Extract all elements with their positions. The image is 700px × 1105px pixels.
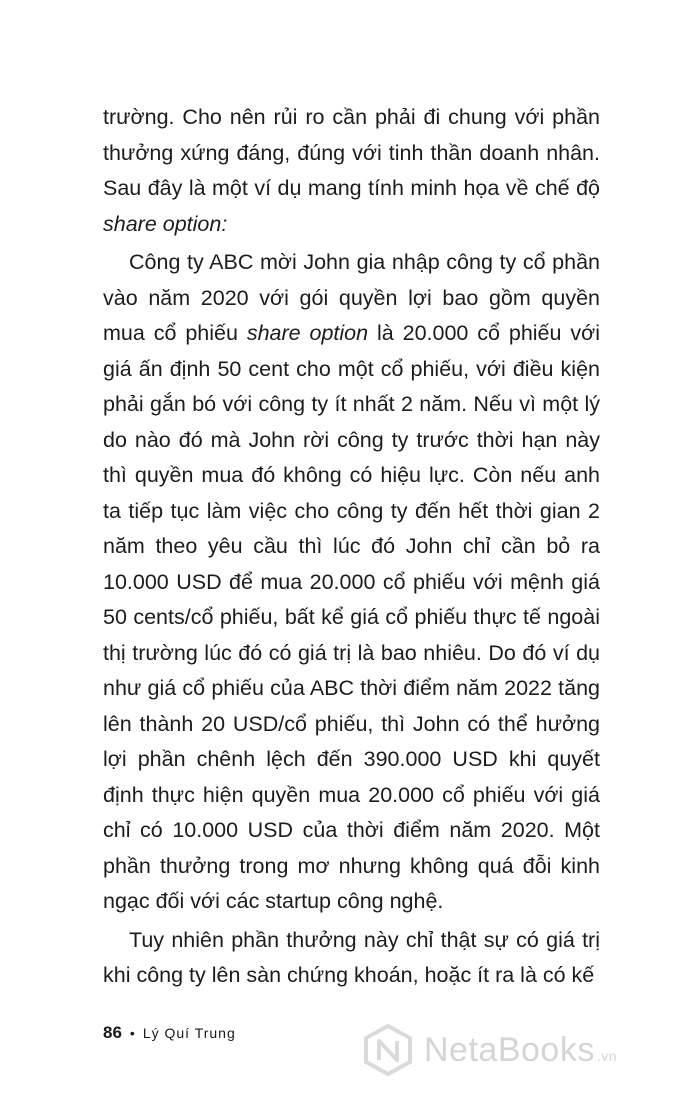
author-name: Lý Quí Trung [142, 1025, 236, 1041]
paragraph-2-emphasis: share option [246, 321, 369, 345]
paragraph-3-text: Tuy nhiên phần thưởng này chỉ thật sự có giá trị khi công ty lên sàn chứng khoán, hoặc ít ra là có kế [103, 927, 600, 987]
paragraph-2-text-a: Công ty ABC mời John gia nhập công ty cổ phần vào năm 2020 với gói quyền lợi bao gồm quyền mua cổ phiếu [103, 250, 600, 345]
paragraph-2-text-b: là 20.000 cổ phiếu với giá ấn định 50 cent cho một cổ phiếu, với điều kiện phải gắn bó với công ty ít nhất 2 năm. Nếu vì một lý do nào đó mà John rời công ty trước thời hạn này thì quyền mua đó không có hiệu lực. Còn nếu anh ta tiếp tục làm việc cho công ty đến hết thời gian 2 năm theo yêu cầu thì lúc đó John chỉ cần bỏ ra 10.000 USD để mua 20.000 cổ phiếu với mệnh giá 50 cents/cổ phiếu, bất kể giá cổ phiếu thực tế ngoài thị trường lúc đó có giá trị là bao nhiêu. Do đó ví dụ như giá cổ phiếu của ABC thời điểm năm 2022 tăng lên thành 20 USD/cổ phiếu, thì John có thể hưởng lợi phần chênh lệch đến 390.000 USD khi quyết định thực hiện quyền mua 20.000 cổ phiếu với giá chỉ có 10.000 USD của thời điểm năm 2020. Một phần thưởng trong mơ nhưng không quá đỗi kinh ngạc đối với các startup công nghệ. [103, 321, 600, 913]
paragraph-3 [103, 923, 600, 994]
watermark [362, 1024, 617, 1076]
footer-bullet: • [129, 1025, 135, 1041]
body-text [103, 100, 600, 994]
watermark-suffix: .vn [596, 1047, 618, 1064]
paragraph-1-emphasis: share option: [103, 211, 228, 236]
page-number: 86 [103, 1023, 122, 1042]
watermark-brand: NetaBooks [424, 1030, 595, 1069]
netabooks-logo-icon [362, 1024, 414, 1076]
paragraph-1 [103, 100, 600, 242]
page-footer [103, 1023, 236, 1043]
watermark-text [424, 1031, 617, 1070]
paragraph-1-text: trường. Cho nên rủi ro cần phải đi chung với phần thưởng xứng đáng, đúng với tinh thần doanh nhân. Sau đây là một ví dụ mang tính minh họa về chế độ [103, 105, 600, 200]
paragraph-2 [103, 245, 600, 920]
